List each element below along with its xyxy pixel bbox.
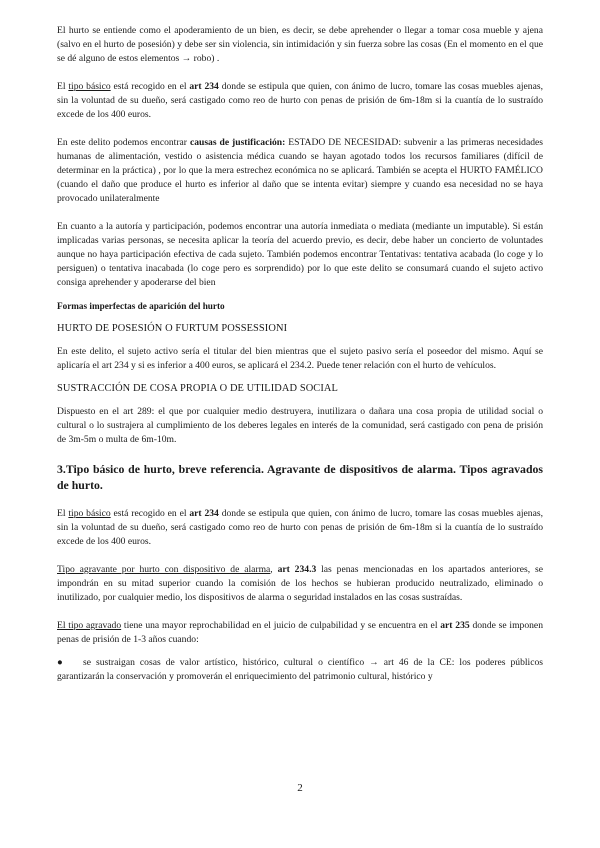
paragraph-tipo-basico: El tipo básico está recogido en el art 234 donde se estipula que quien, con ánimo de lucro, tomare las cosas muebles ajenas, sin la voluntad de su dueño, será castigado como reo de hurto con penas de prisión de 6m-18m si la cuantía de lo sustraído excede de los 400 euros. (57, 81, 543, 120)
paragraph-sustraccion: Dispuesto en el art 289: el que por cualquier medio destruyera, inutilizara o dañara una cosa propia de utilidad social o cultural o lo sustrajera al cumplimiento de los deberes legales en interés de la comunidad, será castigado con pena de prisión de 3m-5m o multa de 6m-10m. (57, 406, 543, 445)
art-234-ref-2: art 234 (189, 508, 219, 519)
page-number: 2 (297, 782, 303, 794)
sustraccion-heading: SUSTRACCIÓN DE COSA PROPIA O DE UTILIDAD SOCIAL (57, 383, 338, 394)
bullet-icon: ● (57, 657, 63, 668)
paragraph-tipo-agravante: Tipo agravante por hurto con dispositivo de alarma, art 234.3 las penas mencionadas en los apartados anteriores, se impondrán en su mitad superior cuando la comisión de los hechos se hubieran producido neutralizado, eliminado o inutilizado, por cualquier medio, los dispositivos de alarma o seguridad instalados en las cosas sustraídas. (57, 564, 544, 603)
tipo-basico-link: tipo básico (68, 81, 111, 92)
formas-imperfectas-heading: Formas imperfectas de aparición del hurto (57, 301, 225, 311)
paragraph-autoria: En cuanto a la autoría y participación, podemos encontrar una autoría inmediata o mediata (mediante un imputable). Si están implicadas varias personas, se necesita aplicar la teoría del acuerdo previo, es decir, debe haber un concierto de voluntades aunque no haya participación efectiva de cada sujeto. También podemos encontrar Tentativas: tentativa acabada (lo coge y lo persiguen) o tentativa inacabada (lo coge pero es sorprendido) por lo que este delito se consumará cuando el sujeto activo consiga aprehender y apoderarse del bien (57, 221, 543, 288)
causas-justificacion-bold: causas de justificación: (189, 137, 286, 148)
tipo-agravado-link: El tipo agravado (57, 620, 122, 631)
hurto-posesion-heading: HURTO DE POSESIÓN O FURTUM POSSESSIONI (57, 323, 288, 334)
tipo-basico-link-2: tipo básico (68, 508, 111, 519)
paragraph-causas-justificacion: En este delito podemos encontrar causas de justificación: ESTADO DE NECESIDAD: subvenir a las primeras necesidades humanas de alimentación, vestido o asistencia médica cuando se hayan agotado todos los recursos familiares (difícil de determinar en la práctica) , por lo que la mera estrechez económica no se aplicará. También se acepta el HURTO FAMÉLICO (cuando el daño que produce el hurto es inferior al daño que se intenta evitar) siempre y cuando esa necesidad no se haya provocado unilateralmente (57, 137, 543, 204)
tipo-agravante-link: Tipo agravante por hurto con dispositivo de alarma (57, 564, 271, 575)
paragraph-hurto-definition: El hurto se entiende como el apoderamiento de un bien, es decir, se debe aprehender o llegar a tomar cosa mueble y ajena (salvo en el hurto de posesión) y debe ser sin violencia, sin intimidación y sin fuerza sobre las cosas (En el momento en el que se dé alguno de estos elementos → robo) . (57, 25, 543, 64)
section-3-title: 3.Tipo básico de hurto, breve referencia. Agravante de dispositivos de alarma. Tipos agravados de hurto. (57, 462, 543, 492)
document-page (57, 24, 543, 684)
art-234-ref: art 234 (189, 81, 219, 92)
art-234-3-ref: art 234.3 (277, 564, 317, 575)
paragraph-tipo-agravado: El tipo agravado tiene una mayor reprochabilidad en el juicio de culpabilidad y se encuentra en el art 235 donde se imponen penas de prisión de 1-3 años cuando: (57, 620, 543, 645)
art-235-ref: art 235 (440, 620, 470, 631)
paragraph-tipo-basico-2: El tipo básico está recogido en el art 234 donde se estipula que quien, con ánimo de lucro, tomare las cosas muebles ajenas, sin la voluntad de su dueño, será castigado como reo de hurto con penas de prisión de 6m-18m si la cuantía de lo sustraído excede de los 400 euros. (57, 508, 543, 547)
bullet-item-valor-artistico: ● se sustraigan cosas de valor artístico, histórico, cultural o científico → art 46 de la CE: los poderes públicos garantizarán la conservación y promoverán el enriquecimiento del patrimonio cultural, histórico y (57, 657, 543, 682)
paragraph-hurto-posesion: En este delito, el sujeto activo sería el titular del bien mientras que el sujeto pasivo sería el poseedor del mismo. Aquí se aplicaría el art 234 y si es inferior a 400 euros, se aplicará el 234.2. Puede tener relación con el hurto de vehículos. (57, 346, 543, 371)
